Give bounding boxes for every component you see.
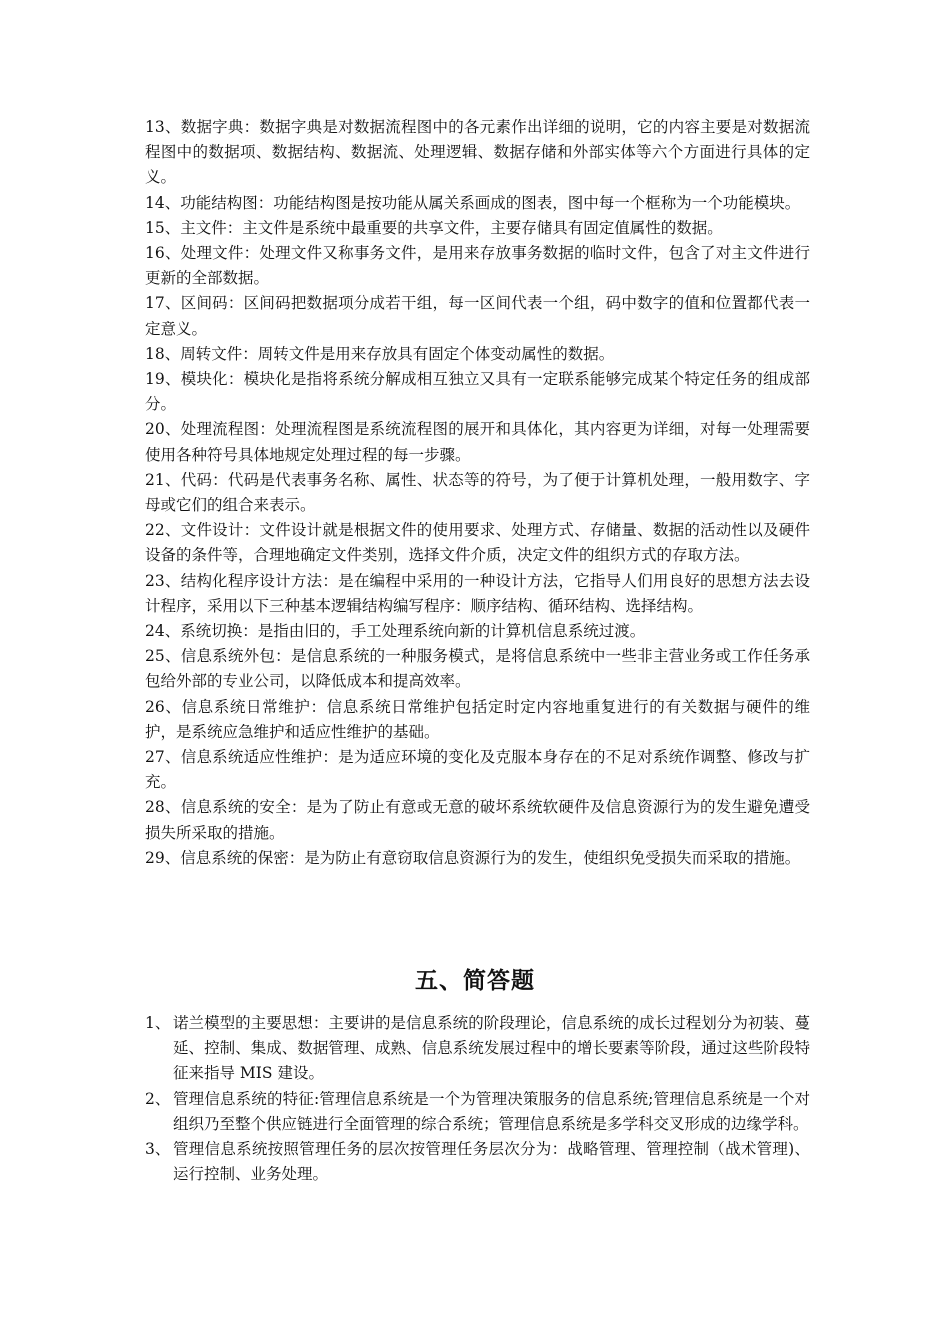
definition-item: 16、处理文件：处理文件又称事务文件，是用来存放事务数据的临时文件，包含了对主文件进行更新的全部数据。 — [145, 244, 810, 288]
definition-item: 24、系统切换：是指由旧的，手工处理系统向新的计算机信息系统过渡。 — [145, 622, 646, 641]
definition-item: 14、功能结构图：功能结构图是按功能从属关系画成的图表，图中每一个框称为一个功能模块。 — [145, 193, 801, 212]
definition-item: 17、区间码：区间码把数据项分成若干组，每一区间代表一个组，码中数字的值和位置都代表一定意义。 — [145, 294, 810, 338]
definition-item: 18、周转文件：周转文件是用来存放具有固定个体变动属性的数据。 — [145, 344, 615, 363]
definition-item: 26、信息系统日常维护：信息系统日常维护包括定时定内容地重复进行的有关数据与硬件的维护，是系统应急维护和适应性维护的基础。 — [145, 697, 810, 741]
answer-item — [145, 1087, 810, 1137]
answers-list — [145, 1011, 810, 1187]
definition-item: 15、主文件：主文件是系统中最重要的共享文件，主要存储具有固定值属性的数据。 — [145, 218, 723, 237]
definition-item: 29、信息系统的保密：是为防止有意窃取信息资源行为的发生，使组织免受损失而采取的措施。 — [145, 848, 801, 867]
definitions-list — [145, 115, 810, 871]
definition-item: 19、模块化：模块化是指将系统分解成相互独立又具有一定联系能够完成某个特定任务的组成部分。 — [145, 370, 810, 414]
answer-item — [145, 1137, 810, 1187]
definition-item: 27、信息系统适应性维护：是为适应环境的变化及克服本身存在的不足对系统作调整、修改与扩充。 — [145, 748, 810, 792]
definition-item: 13、数据字典：数据字典是对数据流程图中的各元素作出详细的说明，它的内容主要是对数据流程图中的数据项、数据结构、数据流、处理逻辑、数据存储和外部实体等六个方面进行具体的定义。 — [145, 118, 810, 187]
answer-number: 2、 — [145, 1089, 171, 1108]
definition-item: 28、信息系统的安全：是为了防止有意或无意的破坏系统软硬件及信息资源行为的发生避免遭受损失所采取的措施。 — [145, 798, 810, 842]
definition-item: 20、处理流程图：处理流程图是系统流程图的展开和具体化，其内容更为详细，对每一处理需要使用各种符号具体地规定处理过程的每一步骤。 — [145, 420, 810, 464]
definition-item: 25、信息系统外包：是信息系统的一种服务模式，是将信息系统中一些非主营业务或工作任务承包给外部的专业公司，以降低成本和提高效率。 — [145, 647, 810, 691]
answer-text: 管理信息系统的特征:管理信息系统是一个为管理决策服务的信息系统;管理信息系统是一个对组织乃至整个供应链进行全面管理的综合系统；管理信息系统是多学科交叉形成的边缘学科。 — [173, 1089, 810, 1133]
definition-item: 22、文件设计：文件设计就是根据文件的使用要求、处理方式、存储量、数据的活动性以及硬件设备的条件等，合理地确定文件类别，选择文件介质，决定文件的组织方式的存取方法。 — [145, 521, 810, 565]
answer-number: 3、 — [145, 1140, 171, 1159]
answer-item — [145, 1011, 810, 1087]
answer-text: 管理信息系统按照管理任务的层次按管理任务层次分为：战略管理、管理控制（战术管理)、运行控制、业务处理。 — [173, 1140, 810, 1184]
section-title: 五、简答题 — [415, 967, 535, 994]
definition-item: 23、结构化程序设计方法：是在编程中采用的一种设计方法，它指导人们用良好的思想方法去设计程序，采用以下三种基本逻辑结构编写程序：顺序结构、循环结构、选择结构。 — [145, 571, 810, 615]
answer-number: 1、 — [145, 1014, 171, 1032]
definition-item: 21、代码：代码是代表事务名称、属性、状态等的符号，为了便于计算机处理，一般用数字、字母或它们的组合来表示。 — [145, 470, 810, 515]
answer-text: 诺兰模型的主要思想：主要讲的是信息系统的阶段理论，信息系统的成长过程划分为初装、蔓延、控制、集成、数据管理、成熟、信息系统发展过程中的增长要素等阶段，通过这些阶段特征来指导 MIS 建设。 — [173, 1014, 810, 1083]
